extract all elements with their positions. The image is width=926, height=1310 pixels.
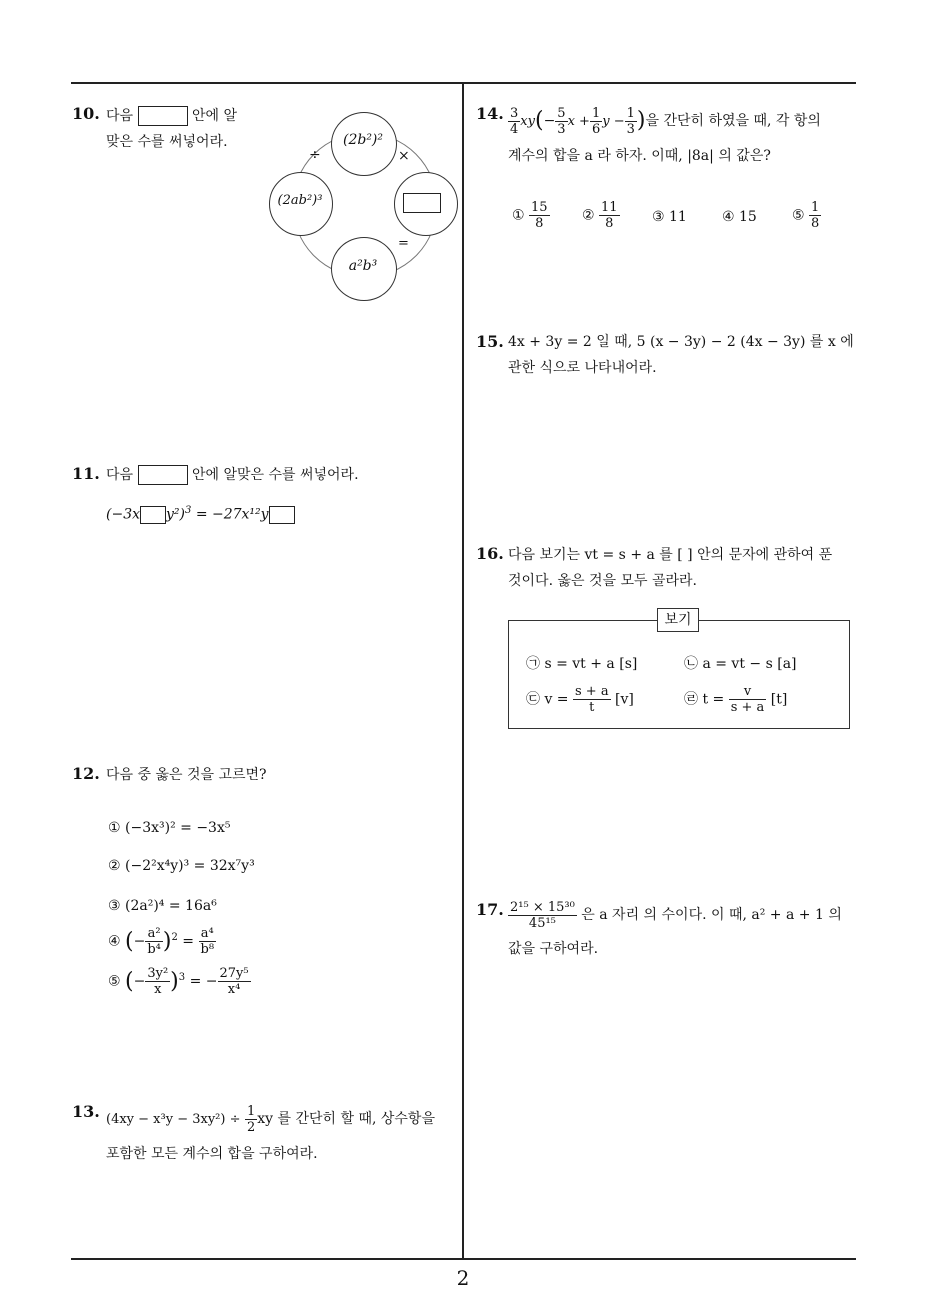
q10-circle-answer-box[interactable] <box>403 193 441 213</box>
q16-g4-post: [t] <box>770 691 788 708</box>
q10-text-2: 안에 알 <box>191 108 237 124</box>
q14-ch5-mark: ⑤ <box>792 207 805 224</box>
q14-f2-num: 5 <box>557 105 566 121</box>
q13-text-1: xy 를 간단히 할 때, 상수항을 <box>257 1111 435 1127</box>
q14-f4-den: 3 <box>626 121 635 137</box>
q12-choice-4[interactable]: ④ (− $\frac{\text{a²}}{\text{b⁴}}$ )$^2$ = $\frac{\text{a⁴}}{\text{b⁸}}$ <box>108 926 215 957</box>
q16-g4-num: v <box>729 684 767 700</box>
q12-c4-rhs-den: b⁸ <box>200 942 215 957</box>
q10-text-3: 맞은 수를 써넣어라. <box>106 134 228 150</box>
question-15-text <box>508 329 868 381</box>
q14-ch2-num: 11 <box>601 200 618 215</box>
q11-answer-box-2[interactable] <box>140 506 166 524</box>
q10-text-1: 다음 <box>106 108 134 124</box>
q14-text-2: 계수의 합을 a 라 하자. 이때, |8a| 의 값은? <box>508 148 771 164</box>
q13-half-den: 2 <box>246 1119 256 1135</box>
question-13-number: 13. <box>72 1102 100 1121</box>
q14-f4-num: 1 <box>626 105 635 121</box>
q16-g4-pre: ㉣ t = <box>684 691 725 708</box>
q14-f3-num: 1 <box>591 105 601 121</box>
q16-text-1: 다음 보기는 vt = s + a 를 [ ] 안의 문자에 관하여 푼 <box>508 547 833 563</box>
question-10-number: 10. <box>72 104 100 123</box>
q12-c5-lhs-den: x <box>154 982 162 997</box>
q12-c5-rhs-den: x⁴ <box>227 982 241 997</box>
q11-text-2: 안에 알맞은 수를 써넣어라. <box>191 467 359 483</box>
q16-g3-den: t <box>589 700 595 715</box>
q16-g4-den: s + a <box>730 700 765 715</box>
q14-mid-3: y − <box>602 114 625 129</box>
q14-f3-den: 6 <box>591 121 601 137</box>
q10-bottom-expr: a²b³ <box>348 258 378 274</box>
q15-text-1: 4x + 3y = 2 일 때, 5 (x − 3y) − 2 (4x − 3y) 를 x 에 <box>508 334 854 350</box>
question-11-text <box>106 462 446 488</box>
q11-lhs-exp: 3 <box>184 505 192 516</box>
q10-answer-box[interactable] <box>138 106 188 126</box>
q16-item-3[interactable] <box>526 684 634 715</box>
q12-choice-5[interactable]: ⑤ (− $\frac{\text{3y²}}{x}$ )$^3$ = − $\frac{\text{27y⁵}}{\text{x⁴}}$ <box>108 966 249 997</box>
q16-bogi-label: 보기 <box>657 608 699 632</box>
q12-c4-rhs-num: a⁴ <box>199 926 217 942</box>
q13-half-num: 1 <box>246 1103 256 1119</box>
question-14-number: 14. <box>476 104 504 123</box>
q11-equation <box>106 498 295 528</box>
page-number: 2 <box>456 1266 470 1290</box>
q14-choice-5[interactable] <box>792 200 821 231</box>
q14-mid-2: x + <box>567 114 590 129</box>
bottom-rule <box>71 1258 856 1260</box>
q11-rhs: = −27x¹²y <box>195 506 269 523</box>
q14-f1-num: 3 <box>510 105 519 121</box>
q14-mid-1: xy <box>520 114 535 129</box>
question-16-text <box>508 542 868 594</box>
q16-item-2[interactable]: ㉡ a = vt − s [a] <box>684 656 797 672</box>
q10-divide-op: ÷ <box>309 147 321 163</box>
q17-text-1: 은 a 자리 의 수이다. 이 때, a² + a + 1 의 <box>581 907 842 923</box>
question-12-number: 12. <box>72 764 100 783</box>
q14-text-1: 을 간단히 하였을 때, 각 항의 <box>645 113 821 129</box>
q16-item-4[interactable] <box>684 684 787 715</box>
q13-text-2: 포함한 모든 계수의 합을 구하여라. <box>106 1146 318 1162</box>
top-rule <box>71 82 856 84</box>
q16-g3-post: [v] <box>615 691 634 708</box>
q14-ch1-mark: ① <box>512 207 525 224</box>
question-15-number: 15. <box>476 332 504 351</box>
q14-ch1-num: 15 <box>531 200 548 215</box>
q12-c5-mark: ⑤ <box>108 973 121 990</box>
q14-choice-4[interactable]: ④ 15 <box>722 209 757 225</box>
q12-c4-lhs-den: b⁴ <box>147 942 161 957</box>
q11-text-1: 다음 <box>106 467 134 483</box>
q12-c5-rhs-num: 27y⁵ <box>219 966 249 981</box>
q13-expr: (4xy − x³y − 3xy²) ÷ <box>106 1112 241 1127</box>
q12-choice-3[interactable]: ③ (2a²)⁴ = 16a⁶ <box>108 898 217 914</box>
question-11-number: 11. <box>72 464 100 483</box>
question-16-number: 16. <box>476 544 504 563</box>
question-14-text: $\frac{3}{4}$ xy(− $\frac{5}{3}$ x + $\frac{1}{6}$ y − $\frac{1}{3}$ )을 간단히 하였을 때, 각 항의 계수의 합을 a 라 하자. 이때, |8a| 의 값은? <box>508 105 821 164</box>
q17-frac-den: 45¹⁵ <box>528 915 556 931</box>
q14-choice-2[interactable] <box>582 200 620 231</box>
q12-c4-mark: ④ <box>108 933 121 950</box>
q14-ch5-num: 1 <box>811 200 820 215</box>
q12-choice-1[interactable]: ① (−3x³)² = −3x⁵ <box>108 820 231 836</box>
q14-f2-den: 3 <box>557 121 566 137</box>
q11-answer-box-3[interactable] <box>269 506 295 524</box>
q16-item-1[interactable]: ㉠ s = vt + a [s] <box>526 656 638 672</box>
question-17-number: 17. <box>476 900 504 919</box>
q14-f1-den: 4 <box>510 121 519 137</box>
q12-choice-2[interactable]: ② (−2²x⁴y)³ = 32x⁷y³ <box>108 858 255 874</box>
q10-equals-op: = <box>398 236 409 251</box>
q14-choice-3[interactable]: ③ 11 <box>652 209 687 225</box>
q10-left-expr: (2ab²)³ <box>277 193 323 208</box>
question-13-text <box>106 1102 456 1171</box>
question-17-text <box>508 898 868 966</box>
q14-ch2-den: 8 <box>605 216 614 231</box>
q15-text-2: 관한 식으로 나타내어라. <box>508 360 657 376</box>
q14-ch5-den: 8 <box>811 216 820 231</box>
q10-top-expr: (2b²)² <box>342 132 384 148</box>
q16-text-2: 것이다. 옳은 것을 모두 골라라. <box>508 573 697 589</box>
q17-text-2: 값을 구하여라. <box>508 941 599 957</box>
q14-choice-1[interactable] <box>512 200 550 231</box>
q11-lhs-2: y²) <box>166 506 185 523</box>
q14-ch2-mark: ② <box>582 207 595 224</box>
q11-lhs-1: (−3x <box>106 506 140 523</box>
q16-g3-pre: ㉢ v = <box>526 691 569 708</box>
column-divider <box>462 82 464 1259</box>
q14-ch1-den: 8 <box>535 216 544 231</box>
q17-frac-num: 2¹⁵ × 15³⁰ <box>510 899 575 915</box>
q10-multiply-op: × <box>398 148 410 164</box>
q16-g3-num: s + a <box>575 684 609 699</box>
question-10-text <box>106 103 286 155</box>
question-12-text: 다음 중 옳은 것을 고르면? <box>106 767 267 783</box>
q11-answer-box-1[interactable] <box>138 465 188 485</box>
q12-c4-lhs-num: a² <box>145 926 163 942</box>
q12-c5-lhs-num: 3y² <box>147 966 169 981</box>
